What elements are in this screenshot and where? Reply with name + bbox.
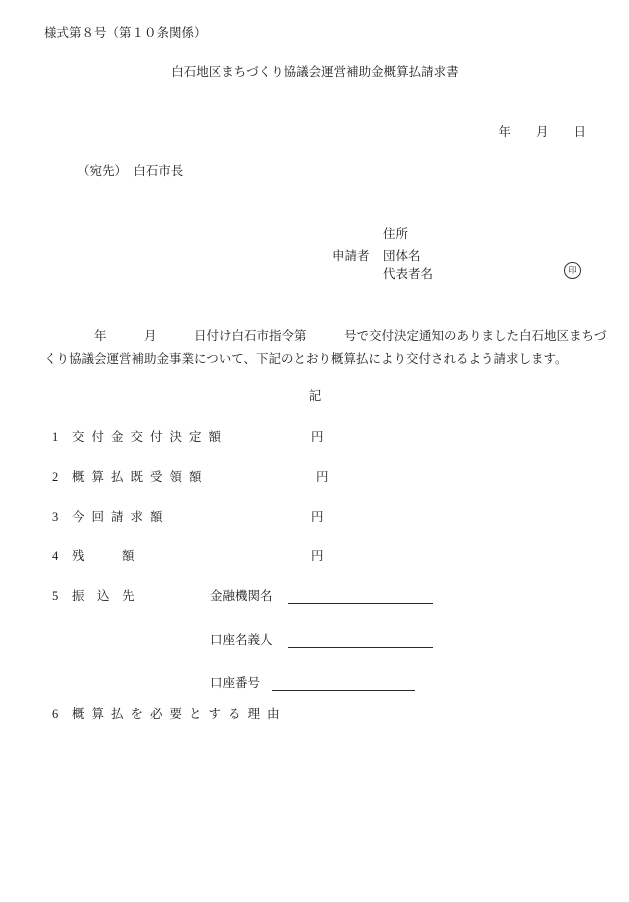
item-row	[0, 510, 630, 526]
item-label: 交付金交付決定額	[72, 430, 229, 444]
item-label: 概算払既受領額	[72, 470, 209, 484]
fill-in-line	[288, 603, 433, 604]
bank-field-label: 口座番号	[210, 676, 261, 690]
body-paragraph-line1: 年 月 日付け白石市指令第 号で交付決定通知のありました白石地区まちづ	[44, 329, 607, 343]
body-paragraph-line2: くり協議会運営補助金事業について、下記のとおり概算払により交付されるよう請求します。	[44, 352, 568, 366]
bank-field-label: 金融機関名	[210, 589, 273, 603]
item-label: 残 額	[72, 549, 135, 563]
representative-label: 代表者名	[383, 267, 434, 281]
item-label: 概算払を必要とする理由	[72, 707, 287, 721]
form-number: 様式第８号（第１０条関係）	[44, 26, 207, 40]
item-row	[0, 549, 630, 565]
fill-in-line	[288, 647, 433, 648]
addressee: （宛先） 白石市長	[77, 164, 184, 178]
amount-unit: 円	[316, 470, 329, 484]
item-number: 6	[52, 707, 59, 721]
amount-unit: 円	[311, 549, 324, 563]
group-name-label: 団体名	[383, 249, 421, 263]
item-label: 振 込 先	[72, 589, 135, 603]
item-row	[0, 707, 630, 723]
date-blank-line: 年 月 日	[498, 125, 586, 139]
item-label: 今回請求額	[72, 510, 170, 524]
fill-in-line	[272, 690, 415, 691]
seal-mark	[564, 262, 581, 279]
item-row	[0, 470, 630, 486]
form-title: 白石地区まちづくり協議会運営補助金概算払請求書	[171, 65, 459, 79]
seal-character: 印	[568, 265, 577, 276]
applicant-label: 申請者	[332, 249, 370, 263]
address-label: 住所	[383, 227, 409, 241]
item-number: 5	[52, 589, 59, 603]
item-number: 2	[52, 470, 59, 484]
amount-unit: 円	[311, 430, 324, 444]
item-row	[0, 430, 630, 446]
item-number: 1	[52, 430, 59, 444]
item-number: 4	[52, 549, 59, 563]
record-heading: 記	[308, 389, 322, 403]
amount-unit: 円	[311, 510, 324, 524]
bank-field-label: 口座名義人	[210, 633, 273, 647]
item-number: 3	[52, 510, 59, 524]
